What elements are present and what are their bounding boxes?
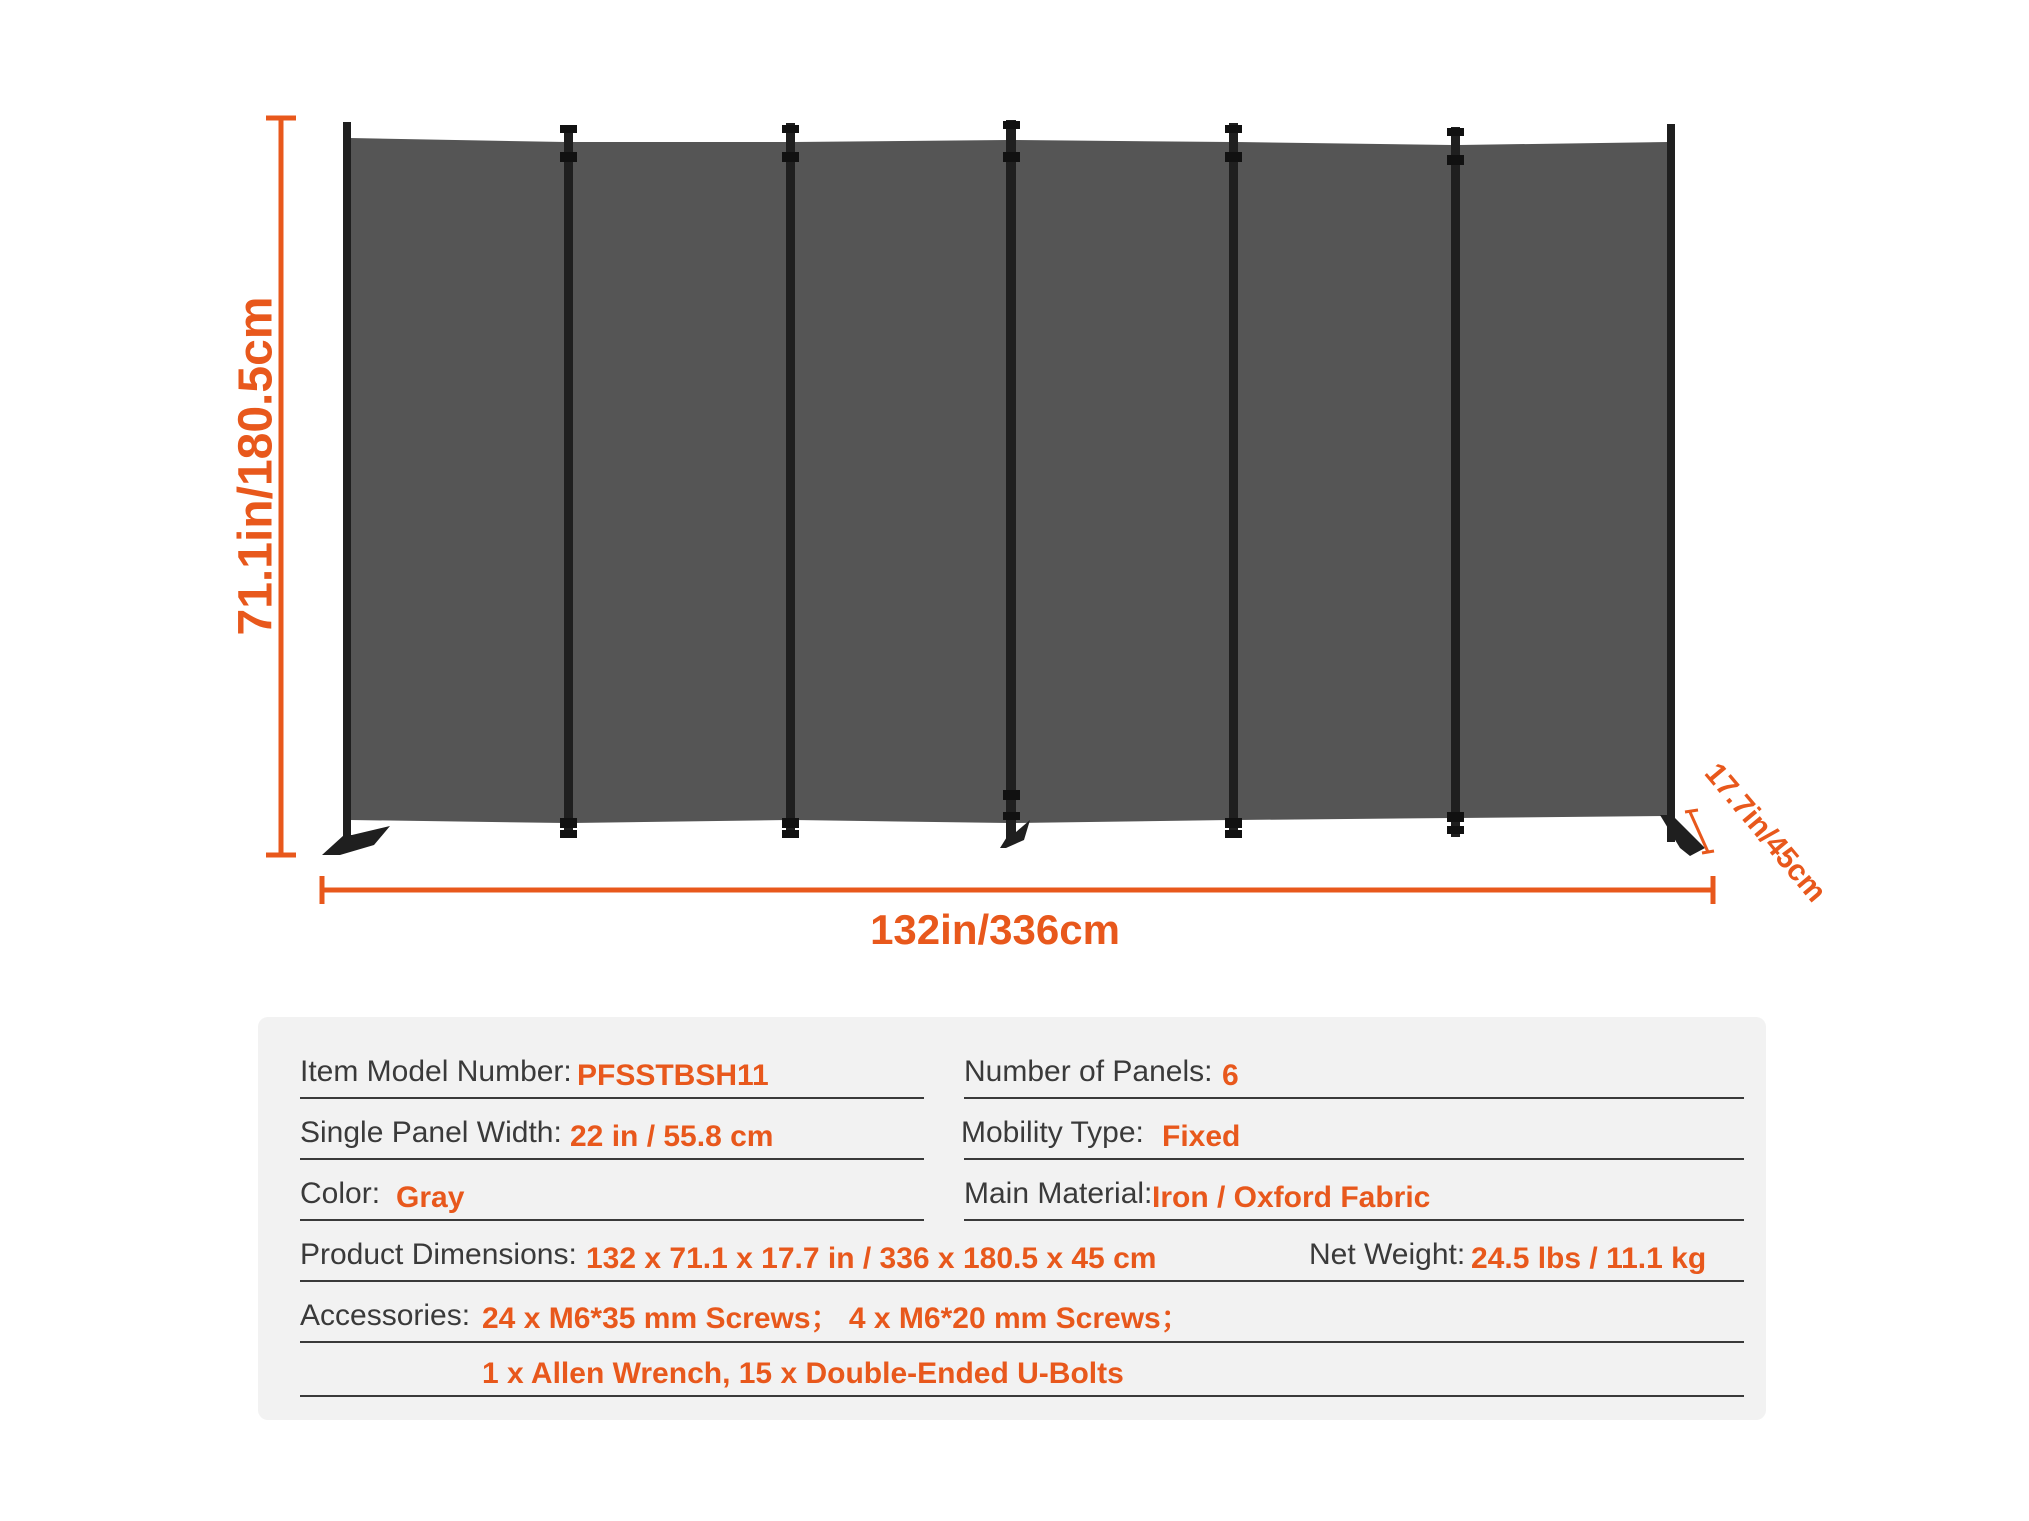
accessories-line-1: 24 x M6*35 mm Screws； 4 x M6*20 mm Screws；	[482, 1302, 1191, 1335]
width-dimension-line	[322, 876, 1713, 904]
pole-2	[564, 125, 573, 837]
net-weight-label: Net Weight:	[1309, 1238, 1466, 1271]
pole-1	[343, 122, 351, 842]
net-weight-value: 24.5 lbs / 11.1 kg	[1471, 1242, 1707, 1275]
foot-right	[1660, 815, 1705, 856]
spec-row-accessories	[300, 1291, 1744, 1343]
pole-7	[1667, 124, 1675, 842]
spec-row-panel-width	[300, 1108, 924, 1160]
main-material-label: Main Material:	[964, 1177, 1153, 1210]
fabric-panel-2	[572, 142, 787, 823]
foot-left	[322, 826, 390, 855]
accessories-line-2: 1 x Allen Wrench, 15 x Double-Ended U-Bolts	[482, 1357, 1124, 1390]
pole-5	[1229, 123, 1238, 836]
color-label: Color:	[300, 1177, 381, 1210]
pole-4	[1006, 120, 1016, 842]
fabric-panel-4	[1015, 140, 1230, 823]
pole-6	[1451, 127, 1460, 837]
fabric-panel-1	[350, 138, 565, 823]
panel-width-value: 22 in / 55.8 cm	[570, 1120, 774, 1153]
model-number-value: PFSSTBSH11	[577, 1059, 769, 1092]
depth-dimension-label: 17.7in/45cm	[1698, 756, 1833, 909]
product-dimensions-label: Product Dimensions:	[300, 1238, 577, 1271]
spec-panel	[258, 1017, 1766, 1420]
spec-row-model	[300, 1047, 924, 1099]
accessories-label: Accessories:	[300, 1299, 471, 1332]
spec-row-mobility	[961, 1108, 1744, 1160]
spec-row-accessories-continued	[300, 1346, 1744, 1397]
height-dimension-label: 71.1in/180.5cm	[229, 296, 283, 636]
panel-count-value: 6	[1222, 1059, 1239, 1092]
width-dimension-label: 132in/336cm	[870, 906, 1120, 953]
mobility-type-label: Mobility Type:	[961, 1116, 1144, 1149]
main-material-value: Iron / Oxford Fabric	[1152, 1181, 1431, 1214]
spec-row-material	[964, 1169, 1744, 1221]
fabric-panel-3	[794, 140, 1008, 823]
mobility-type-value: Fixed	[1162, 1120, 1241, 1153]
spec-row-dimensions	[300, 1230, 1744, 1282]
panel-count-label: Number of Panels:	[964, 1055, 1213, 1088]
fabric-panel-6	[1459, 142, 1668, 818]
panel-width-label: Single Panel Width:	[300, 1116, 562, 1149]
model-number-label: Item Model Number:	[300, 1055, 572, 1088]
pole-3	[786, 123, 795, 836]
spec-row-color	[300, 1169, 924, 1221]
product-dimensions-value: 132 x 71.1 x 17.7 in / 336 x 180.5 x 45 cm	[586, 1242, 1157, 1275]
fabric-panel-5	[1237, 142, 1452, 820]
color-value: Gray	[396, 1181, 465, 1214]
spec-row-panels	[964, 1047, 1744, 1099]
